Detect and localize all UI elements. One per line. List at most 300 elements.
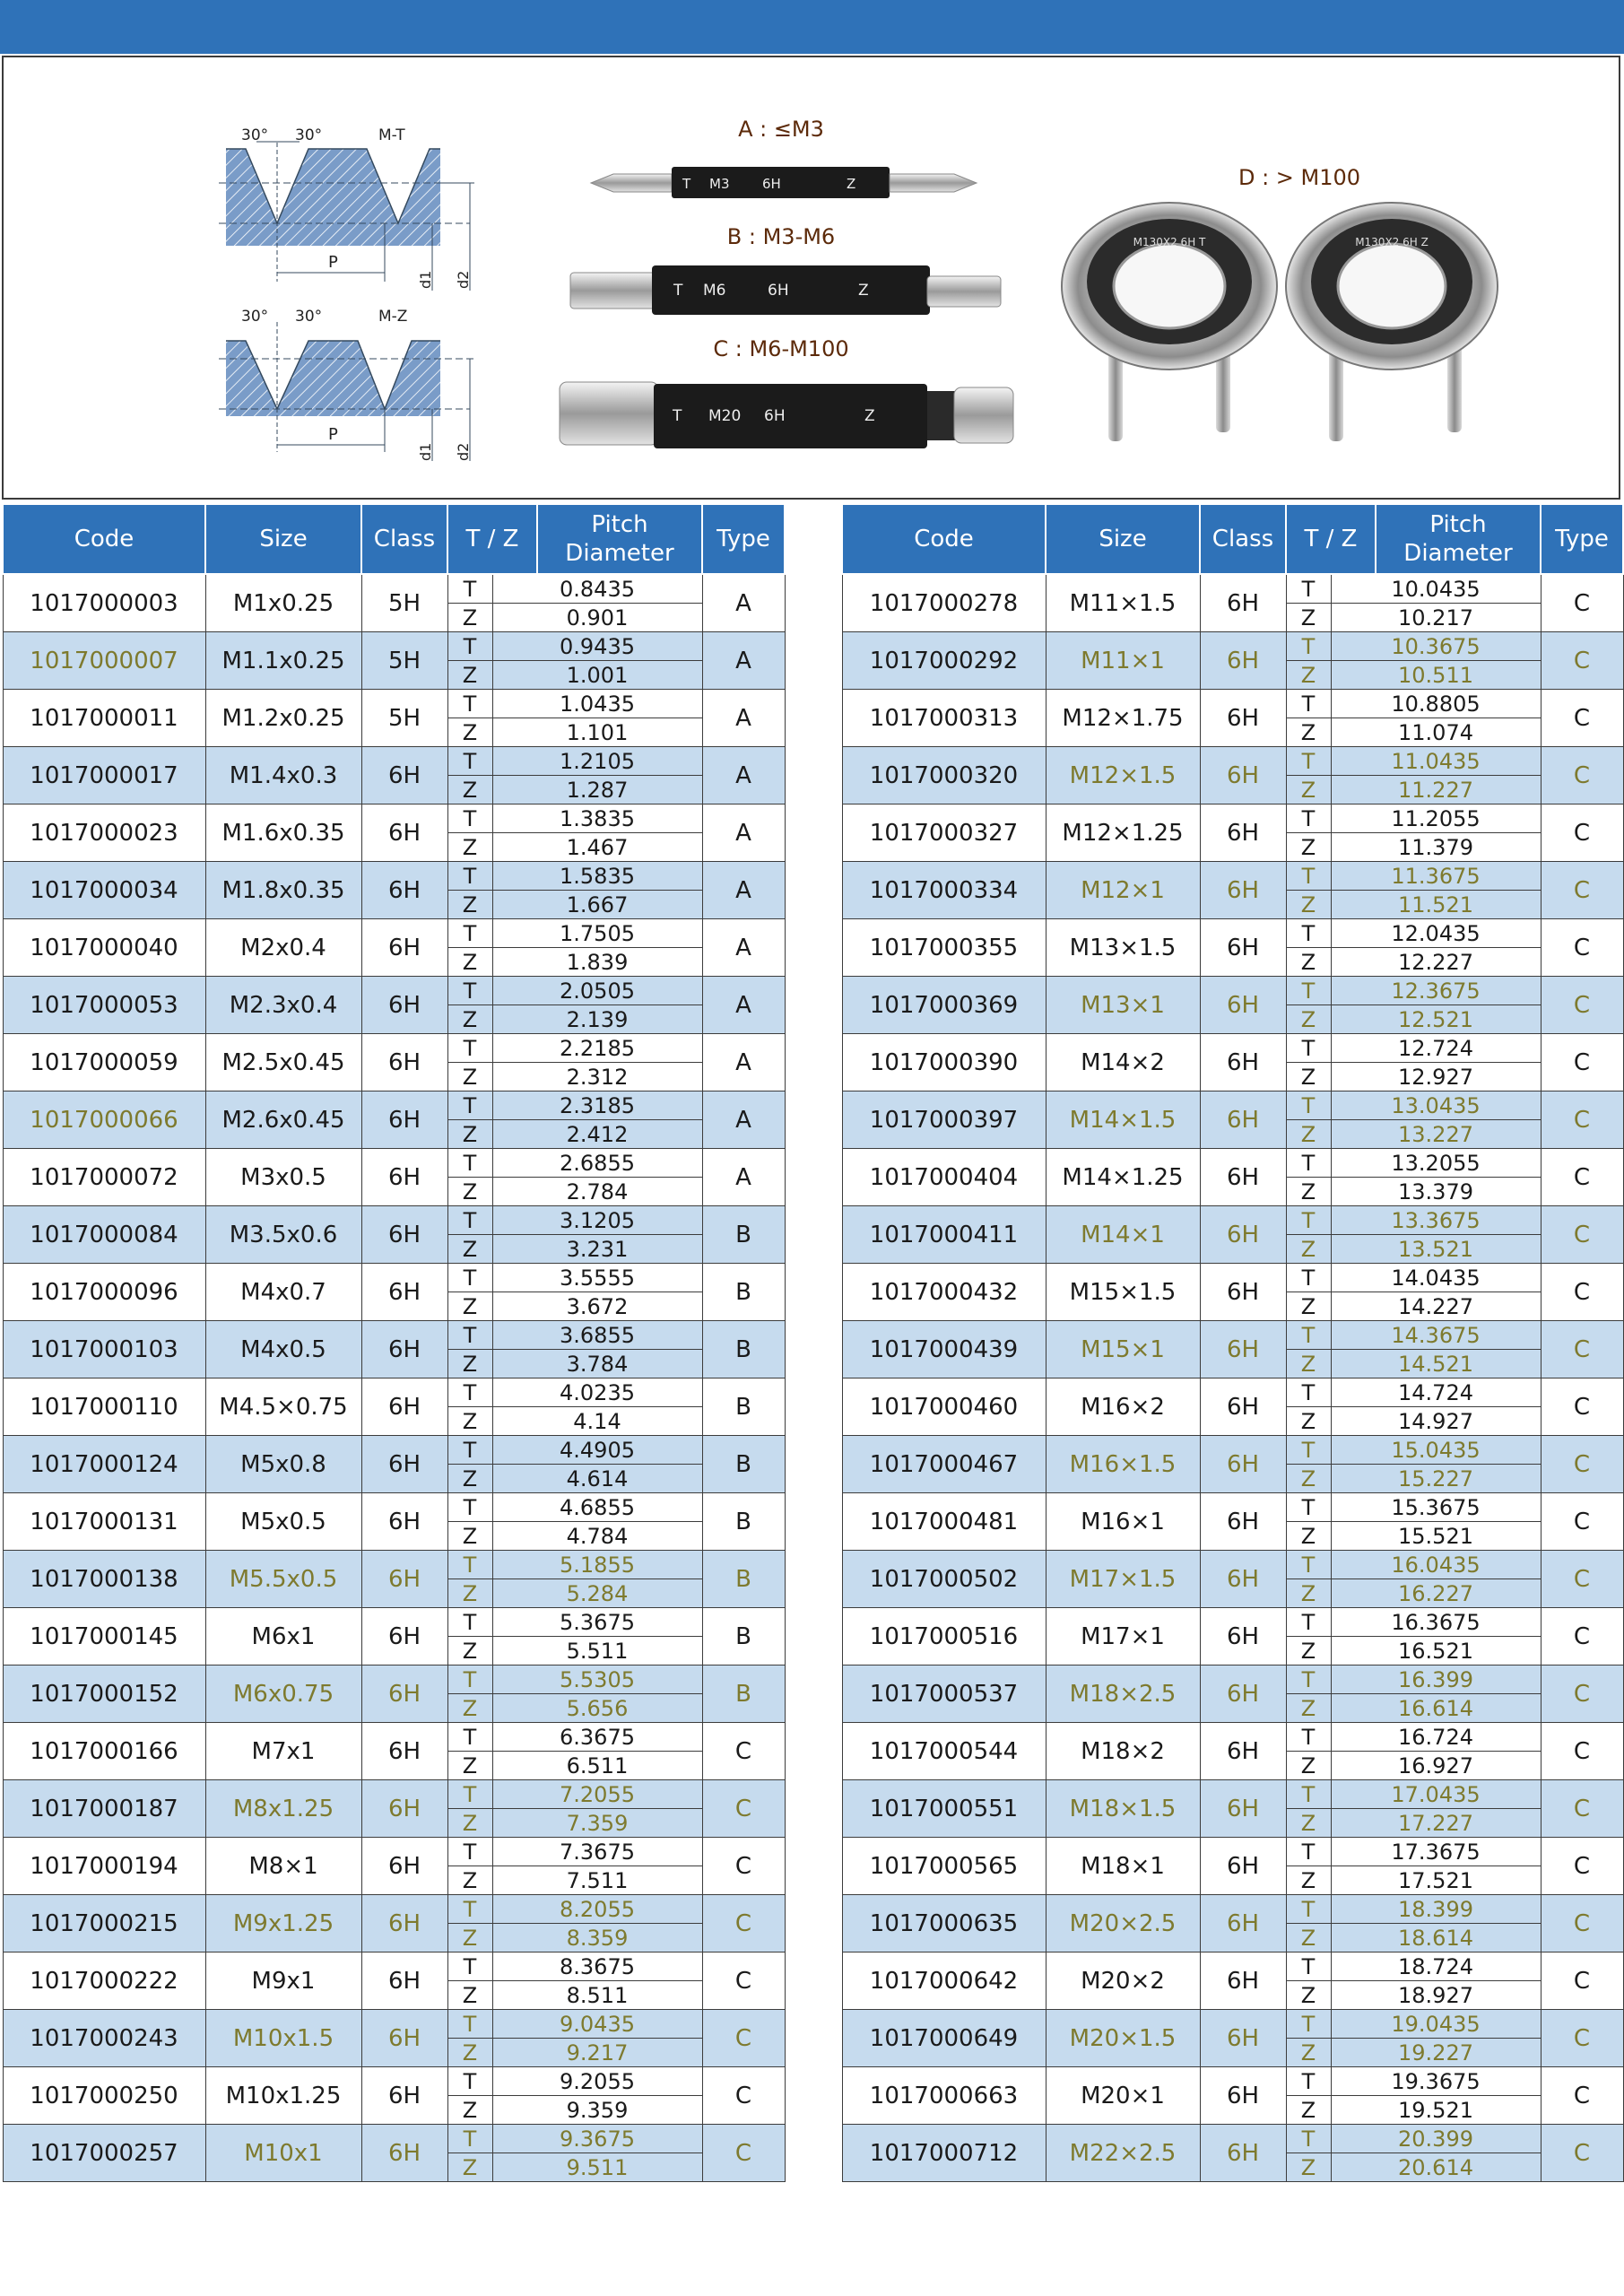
pitch-diameter-z-cell: 2.312 [492,1063,702,1091]
type-cell: B [702,1321,785,1378]
gauge-a-size: M3 [709,176,730,192]
class-cell: 6H [1200,574,1286,632]
size-cell: M17×1 [1046,1608,1200,1665]
code-cell: 1017000007 [3,632,205,690]
t-label-cell: T [447,1378,492,1407]
pitch-diameter-z-cell: 15.227 [1331,1465,1541,1493]
code-cell: 1017000278 [842,574,1046,632]
code-cell: 1017000053 [3,977,205,1034]
z-label-cell: Z [1286,1866,1331,1895]
class-cell: 6H [1200,2010,1286,2067]
class-cell: 6H [361,919,447,977]
type-cell: C [1541,1838,1623,1895]
pitch-diameter-z-cell: 14.521 [1331,1350,1541,1378]
z-label-cell: Z [447,1235,492,1264]
pitch-diameter-z-cell: 0.901 [492,604,702,632]
pitch-diameter-z-cell: 12.521 [1331,1005,1541,1034]
code-cell: 1017000215 [3,1895,205,1952]
table-row [3,574,785,604]
pitch-diameter-t-cell: 5.1855 [492,1551,702,1579]
header-pitch-diameter [537,504,702,574]
table-row [842,1264,1623,1292]
t-label-cell: T [447,1723,492,1752]
type-cell: C [702,2067,785,2125]
type-cell: C [702,2010,785,2067]
code-cell: 1017000537 [842,1665,1046,1723]
pitch-diameter-t-cell: 8.3675 [492,1952,702,1981]
pitch-diameter-z-cell: 15.521 [1331,1522,1541,1551]
pitch-diameter-z-cell: 9.359 [492,2096,702,2125]
pitch-diameter-z-cell: 7.511 [492,1866,702,1895]
class-cell: 6H [1200,1206,1286,1264]
class-cell: 6H [1200,632,1286,690]
type-cell: C [1541,1436,1623,1493]
type-cell: C [1541,1091,1623,1149]
gauge-a-class: 6H [762,176,781,192]
pitch-diameter-t-cell: 1.0435 [492,690,702,718]
code-cell: 1017000439 [842,1321,1046,1378]
pitch-diameter-z-cell: 2.412 [492,1120,702,1149]
size-cell: M17×1.5 [1046,1551,1200,1608]
pitch-diameter-t-cell: 8.2055 [492,1895,702,1924]
gauge-b-size: M6 [703,282,726,300]
z-label-cell: Z [447,1924,492,1952]
code-cell: 1017000292 [842,632,1046,690]
class-cell: 6H [1200,1321,1286,1378]
table-row [842,2067,1623,2096]
class-cell: 6H [1200,1493,1286,1551]
code-cell: 1017000565 [842,1838,1046,1895]
table-row [842,1723,1623,1752]
size-cell: M5x0.8 [205,1436,361,1493]
table-row [842,2010,1623,2039]
class-cell: 6H [361,1493,447,1551]
type-cell: A [702,977,785,1034]
ring-gauge-t-engraving: M130X2 6H T [1133,236,1206,248]
type-cell: A [702,747,785,804]
pitch-diameter-z-cell: 20.614 [1331,2153,1541,2182]
pitch-diameter-t-cell: 2.3185 [492,1091,702,1120]
type-cell: B [702,1264,785,1321]
type-cell: B [702,1551,785,1608]
z-label-cell: Z [1286,1235,1331,1264]
t-label-cell: T [1286,2010,1331,2039]
class-cell: 6H [1200,2067,1286,2125]
code-cell: 1017000059 [3,1034,205,1091]
z-label-cell: Z [1286,1809,1331,1838]
t-label-cell: T [447,2010,492,2039]
type-cell: C [1541,1665,1623,1723]
z-label-cell: Z [447,1178,492,1206]
table-row [842,1952,1623,1981]
class-cell: 5H [361,632,447,690]
table-row [842,2125,1623,2153]
header-type: Type [702,504,785,574]
class-cell: 6H [1200,977,1286,1034]
code-cell: 1017000040 [3,919,205,977]
size-cell: M20×2 [1046,1952,1200,2010]
pitch-diameter-z-cell: 1.001 [492,661,702,690]
type-cell: A [702,632,785,690]
ring-gauge-z-engraving: M130X2 6H Z [1355,236,1429,248]
pitch-diameter-t-cell: 19.3675 [1331,2067,1541,2096]
size-cell: M14×1.25 [1046,1149,1200,1206]
code-cell: 1017000635 [842,1895,1046,1952]
table-row [842,1608,1623,1637]
class-cell: 6H [1200,1952,1286,2010]
size-cell: M5x0.5 [205,1493,361,1551]
pitch-diameter-z-cell: 16.521 [1331,1637,1541,1665]
type-cell: C [1541,574,1623,632]
pitch-diameter-z-cell: 9.217 [492,2039,702,2067]
type-cell: C [1541,919,1623,977]
class-cell: 6H [361,1895,447,1952]
class-cell: 6H [361,1091,447,1149]
z-label-cell: Z [1286,1465,1331,1493]
z-label-cell: Z [1286,2096,1331,2125]
pitch-diameter-t-cell: 17.3675 [1331,1838,1541,1866]
plug-gauge-a-image [591,117,977,198]
code-cell: 1017000327 [842,804,1046,862]
header-type: Type [1541,504,1623,574]
code-cell: 1017000313 [842,690,1046,747]
type-cell: C [702,1952,785,2010]
t-label-cell: T [447,690,492,718]
size-cell: M14×2 [1046,1034,1200,1091]
profile-t-angle-left: 30° [241,126,269,144]
table-row [3,919,785,948]
class-cell: 6H [361,2010,447,2067]
pitch-diameter-z-cell: 6.511 [492,1752,702,1780]
pitch-diameter-z-cell: 4.14 [492,1407,702,1436]
pitch-diameter-t-cell: 2.6855 [492,1149,702,1178]
pitch-diameter-t-cell: 10.8805 [1331,690,1541,718]
table-row [3,690,785,718]
pitch-diameter-t-cell: 7.2055 [492,1780,702,1809]
z-label-cell: Z [447,1120,492,1149]
top-banner [0,0,1624,54]
z-label-cell: Z [447,1694,492,1723]
z-label-cell: Z [1286,891,1331,919]
pitch-diameter-t-cell: 6.3675 [492,1723,702,1752]
t-label-cell: T [1286,1608,1331,1637]
pitch-diameter-t-cell: 11.0435 [1331,747,1541,776]
z-label-cell: Z [447,1637,492,1665]
header-class: Class [361,504,447,574]
t-label-cell: T [447,1608,492,1637]
pitch-diameter-z-cell: 13.227 [1331,1120,1541,1149]
table-row [842,862,1623,891]
z-label-cell: Z [1286,776,1331,804]
right-spec-table [841,503,1624,2182]
t-label-cell: T [1286,747,1331,776]
code-cell: 1017000222 [3,1952,205,2010]
pitch-diameter-z-cell: 3.784 [492,1350,702,1378]
t-label-cell: T [447,632,492,661]
code-cell: 1017000138 [3,1551,205,1608]
pitch-diameter-t-cell: 13.2055 [1331,1149,1541,1178]
t-label-cell: T [1286,1493,1331,1522]
t-label-cell: T [1286,1838,1331,1866]
size-cell: M12×1.5 [1046,747,1200,804]
code-cell: 1017000250 [3,2067,205,2125]
type-cell: A [702,574,785,632]
z-label-cell: Z [1286,1063,1331,1091]
z-label-cell: Z [447,948,492,977]
code-cell: 1017000432 [842,1264,1046,1321]
type-cell: C [1541,1264,1623,1321]
t-label-cell: T [1286,1551,1331,1579]
gauge-a-z: Z [847,176,856,192]
t-label-cell: T [447,1780,492,1809]
code-cell: 1017000411 [842,1206,1046,1264]
header-pitch-line2: Diameter [1403,540,1513,567]
pitch-diameter-t-cell: 17.0435 [1331,1780,1541,1809]
z-label-cell: Z [447,1981,492,2010]
table-row [842,747,1623,776]
type-cell: C [702,1780,785,1838]
z-label-cell: Z [1286,1694,1331,1723]
profile-z-angle-left: 30° [241,308,269,326]
pitch-diameter-t-cell: 3.5555 [492,1264,702,1292]
size-cell: M6x1 [205,1608,361,1665]
pitch-diameter-t-cell: 15.3675 [1331,1493,1541,1522]
pitch-diameter-t-cell: 12.0435 [1331,919,1541,948]
header-pitch-line1: Pitch [591,511,648,538]
class-cell: 6H [1200,1034,1286,1091]
gauge-c-caption: C : M6-M100 [713,336,849,361]
class-cell: 6H [361,977,447,1034]
code-cell: 1017000103 [3,1321,205,1378]
type-cell: C [1541,1206,1623,1264]
profile-z-d2: d2 [455,442,472,461]
pitch-diameter-t-cell: 18.724 [1331,1952,1541,1981]
type-cell: C [1541,1895,1623,1952]
pitch-diameter-t-cell: 0.8435 [492,574,702,604]
table-row [3,1091,785,1120]
pitch-diameter-t-cell: 13.0435 [1331,1091,1541,1120]
class-cell: 5H [361,574,447,632]
t-label-cell: T [447,1149,492,1178]
class-cell: 6H [361,1436,447,1493]
type-cell: B [702,1665,785,1723]
t-label-cell: T [1286,977,1331,1005]
z-label-cell: Z [447,2153,492,2182]
z-label-cell: Z [1286,604,1331,632]
z-label-cell: Z [447,1866,492,1895]
pitch-diameter-t-cell: 14.3675 [1331,1321,1541,1350]
z-label-cell: Z [447,1063,492,1091]
t-label-cell: T [1286,1034,1331,1063]
class-cell: 6H [361,1665,447,1723]
code-cell: 1017000194 [3,1838,205,1895]
pitch-diameter-z-cell: 8.511 [492,1981,702,2010]
type-cell: B [702,1378,785,1436]
plug-gauge-b-image [570,224,1001,315]
pitch-diameter-t-cell: 18.399 [1331,1895,1541,1924]
t-label-cell: T [447,2067,492,2096]
class-cell: 6H [1200,1551,1286,1608]
type-cell: A [702,690,785,747]
table-row [842,1665,1623,1694]
table-row [3,1378,785,1407]
class-cell: 6H [361,1838,447,1895]
z-label-cell: Z [447,891,492,919]
size-cell: M16×2 [1046,1378,1200,1436]
table-row [3,862,785,891]
size-cell: M11×1.5 [1046,574,1200,632]
type-cell: C [702,2125,785,2182]
gauge-b-caption: B : M3-M6 [726,224,836,249]
profile-z-label: M-Z [378,308,408,326]
header-code: Code [3,504,205,574]
class-cell: 6H [1200,1723,1286,1780]
size-cell: M1.1x0.25 [205,632,361,690]
z-label-cell: Z [447,1522,492,1551]
code-cell: 1017000460 [842,1378,1046,1436]
size-cell: M11×1 [1046,632,1200,690]
z-label-cell: Z [447,1752,492,1780]
header-size: Size [1046,504,1200,574]
type-cell: A [702,1091,785,1149]
z-label-cell: Z [447,1407,492,1436]
gauge-b-z: Z [858,282,869,300]
size-cell: M2.6x0.45 [205,1091,361,1149]
pitch-diameter-t-cell: 2.0505 [492,977,702,1005]
pitch-diameter-t-cell: 16.3675 [1331,1608,1541,1637]
size-cell: M4.5×0.75 [205,1378,361,1436]
pitch-diameter-t-cell: 11.2055 [1331,804,1541,833]
profile-t-d1: d1 [417,270,434,289]
t-label-cell: T [447,1091,492,1120]
pitch-diameter-z-cell: 1.287 [492,776,702,804]
z-label-cell: Z [447,604,492,632]
t-label-cell: T [1286,632,1331,661]
size-cell: M2.5x0.45 [205,1034,361,1091]
table-row [842,1895,1623,1924]
t-label-cell: T [1286,2067,1331,2096]
type-cell: C [1541,690,1623,747]
size-cell: M1x0.25 [205,574,361,632]
pitch-diameter-z-cell: 3.231 [492,1235,702,1264]
size-cell: M22×2.5 [1046,2125,1200,2182]
class-cell: 6H [361,1378,447,1436]
code-cell: 1017000712 [842,2125,1046,2182]
size-cell: M8x1.25 [205,1780,361,1838]
class-cell: 6H [1200,2125,1286,2182]
z-label-cell: Z [447,2096,492,2125]
t-label-cell: T [1286,1895,1331,1924]
pitch-diameter-t-cell: 16.0435 [1331,1551,1541,1579]
t-label-cell: T [447,919,492,948]
t-label-cell: T [1286,574,1331,604]
t-label-cell: T [1286,1723,1331,1752]
t-label-cell: T [447,1436,492,1465]
profile-z-pitch: P [328,425,338,444]
z-label-cell: Z [1286,833,1331,862]
z-label-cell: Z [1286,1637,1331,1665]
table-row [3,1838,785,1866]
z-label-cell: Z [1286,718,1331,747]
z-label-cell: Z [1286,1924,1331,1952]
pitch-diameter-t-cell: 9.0435 [492,2010,702,2039]
table-row [3,1034,785,1063]
type-cell: C [702,1838,785,1895]
pitch-diameter-z-cell: 11.521 [1331,891,1541,919]
type-cell: C [1541,1952,1623,2010]
z-label-cell: Z [447,1005,492,1034]
pitch-diameter-t-cell: 4.6855 [492,1493,702,1522]
code-cell: 1017000369 [842,977,1046,1034]
type-cell: C [1541,1378,1623,1436]
z-label-cell: Z [447,661,492,690]
class-cell: 6H [361,1034,447,1091]
table-row [842,1149,1623,1178]
table-row [3,632,785,661]
pitch-diameter-z-cell: 16.614 [1331,1694,1541,1723]
type-cell: C [1541,1551,1623,1608]
table-row [3,1665,785,1694]
table-row [842,1551,1623,1579]
type-cell: A [702,804,785,862]
table-row [842,1321,1623,1350]
type-cell: C [1541,1149,1623,1206]
code-cell: 1017000152 [3,1665,205,1723]
size-cell: M1.6x0.35 [205,804,361,862]
class-cell: 6H [361,1780,447,1838]
class-cell: 6H [1200,862,1286,919]
t-label-cell: T [447,1838,492,1866]
profile-z-d1: d1 [417,442,434,461]
pitch-diameter-z-cell: 1.839 [492,948,702,977]
table-row [842,574,1623,604]
pitch-diameter-t-cell: 19.0435 [1331,2010,1541,2039]
size-cell: M16×1.5 [1046,1436,1200,1493]
gauge-c-t: T [673,407,682,425]
pitch-diameter-z-cell: 2.784 [492,1178,702,1206]
pitch-diameter-z-cell: 5.656 [492,1694,702,1723]
code-cell: 1017000502 [842,1551,1046,1608]
code-cell: 1017000017 [3,747,205,804]
size-cell: M10x1.5 [205,2010,361,2067]
size-cell: M12×1 [1046,862,1200,919]
type-cell: B [702,1206,785,1264]
class-cell: 6H [361,1723,447,1780]
gauge-c-z: Z [864,407,875,425]
class-cell: 6H [1200,1091,1286,1149]
t-label-cell: T [447,1034,492,1063]
z-label-cell: Z [447,718,492,747]
code-cell: 1017000551 [842,1780,1046,1838]
class-cell: 6H [361,1206,447,1264]
header-class: Class [1200,504,1286,574]
z-label-cell: Z [1286,1120,1331,1149]
code-cell: 1017000663 [842,2067,1046,2125]
pitch-diameter-z-cell: 11.379 [1331,833,1541,862]
gauge-d-caption: D : > M100 [1238,165,1361,190]
pitch-diameter-t-cell: 4.4905 [492,1436,702,1465]
pitch-diameter-t-cell: 4.0235 [492,1378,702,1407]
type-cell: C [1541,862,1623,919]
z-label-cell: Z [1286,1178,1331,1206]
code-cell: 1017000257 [3,2125,205,2182]
size-cell: M12×1.25 [1046,804,1200,862]
pitch-diameter-z-cell: 13.521 [1331,1235,1541,1264]
pitch-diameter-t-cell: 9.3675 [492,2125,702,2153]
pitch-diameter-t-cell: 13.3675 [1331,1206,1541,1235]
class-cell: 6H [361,2067,447,2125]
table-row [3,747,785,776]
